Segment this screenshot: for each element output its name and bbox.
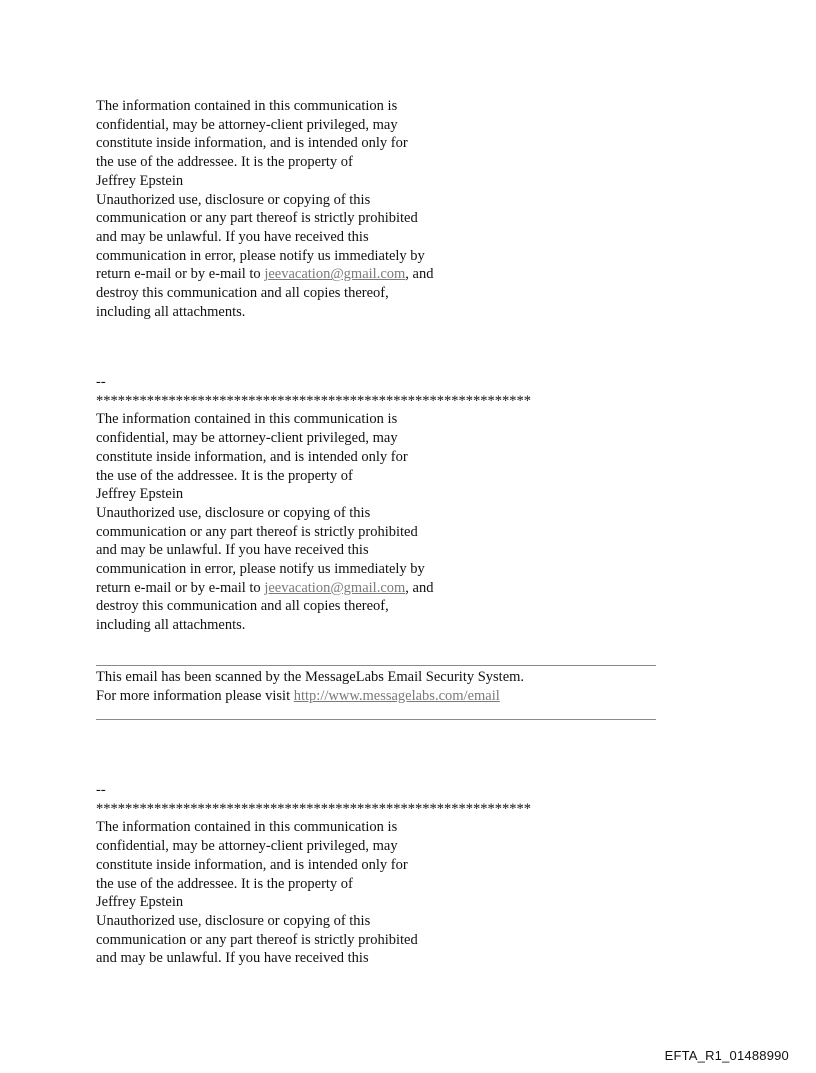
document-id: EFTA_R1_01488990	[664, 1048, 789, 1063]
email-prefix: return e-mail or by e-mail to	[96, 579, 265, 596]
email-prefix: return e-mail or by e-mail to	[96, 266, 265, 283]
disclaimer-line: confidential, may be attorney-client privileged, may	[96, 838, 398, 855]
disclaimer-line: confidential, may be attorney-client privileged, may	[96, 116, 398, 133]
disclaimer-line: communication or any part thereof is strictly prohibited	[96, 210, 418, 227]
email-suffix: , and	[405, 266, 434, 283]
messagelabs-line: This email has been scanned by the MessageLabs Email Security System.	[96, 669, 525, 685]
disclaimer-line: and may be unlawful. If you have received this	[96, 950, 369, 967]
separator-dashes: --	[96, 374, 106, 390]
disclaimer-block-1	[96, 97, 433, 321]
email-link[interactable]: jeevacation@gmail.com	[264, 579, 406, 596]
disclaimer-line: Jeffrey Epstein	[96, 894, 184, 911]
disclaimer-line: communication or any part thereof is strictly prohibited	[96, 523, 418, 540]
disclaimer-block-3	[96, 781, 531, 968]
disclaimer-line: the use of the addressee. It is the property of	[96, 875, 353, 892]
visit-prefix: For more information please visit	[96, 687, 294, 704]
disclaimer-line: the use of the addressee. It is the property of	[96, 154, 353, 171]
disclaimer-line: communication in error, please notify us immediately by	[96, 561, 425, 578]
disclaimer-line: and may be unlawful. If you have received this	[96, 542, 369, 559]
messagelabs-notice	[96, 668, 524, 705]
separator-stars: ************************************************************	[96, 800, 531, 817]
messagelabs-link[interactable]: http://www.messagelabs.com/email	[293, 687, 500, 704]
disclaimer-line: communication in error, please notify us immediately by	[96, 247, 425, 264]
disclaimer-line: the use of the addressee. It is the property of	[96, 467, 353, 484]
disclaimer-line: Jeffrey Epstein	[96, 172, 184, 189]
disclaimer-line: communication or any part thereof is strictly prohibited	[96, 931, 418, 948]
divider-top	[96, 665, 656, 666]
email-suffix: , and	[405, 579, 434, 596]
email-link[interactable]: jeevacation@gmail.com	[264, 266, 406, 283]
disclaimer-line: constitute inside information, and is intended only for	[96, 448, 408, 465]
disclaimer-line: Jeffrey Epstein	[96, 486, 184, 503]
messagelabs-visit-line	[96, 687, 524, 706]
divider-bottom	[96, 719, 656, 720]
disclaimer-line: The information contained in this communication is	[96, 819, 398, 836]
disclaimer-line: Unauthorized use, disclosure or copying of this	[96, 504, 371, 521]
separator-dashes: --	[96, 782, 106, 798]
disclaimer-line: destroy this communication and all copies thereof,	[96, 285, 389, 302]
disclaimer-line: Unauthorized use, disclosure or copying of this	[96, 191, 371, 208]
disclaimer-line: destroy this communication and all copies thereof,	[96, 598, 389, 615]
disclaimer-line: constitute inside information, and is intended only for	[96, 135, 408, 152]
disclaimer-line: Unauthorized use, disclosure or copying of this	[96, 912, 371, 929]
disclaimer-line: including all attachments.	[96, 617, 246, 634]
disclaimer-line: The information contained in this communication is	[96, 411, 398, 428]
disclaimer-line: including all attachments.	[96, 303, 246, 320]
disclaimer-line: and may be unlawful. If you have received this	[96, 228, 369, 245]
disclaimer-line: The information contained in this communication is	[96, 98, 398, 114]
disclaimer-line: confidential, may be attorney-client privileged, may	[96, 430, 398, 447]
disclaimer-line: constitute inside information, and is intended only for	[96, 856, 408, 873]
disclaimer-email-line	[96, 265, 433, 284]
disclaimer-block-2	[96, 373, 531, 635]
separator-stars: ************************************************************	[96, 392, 531, 409]
disclaimer-email-line	[96, 579, 531, 598]
